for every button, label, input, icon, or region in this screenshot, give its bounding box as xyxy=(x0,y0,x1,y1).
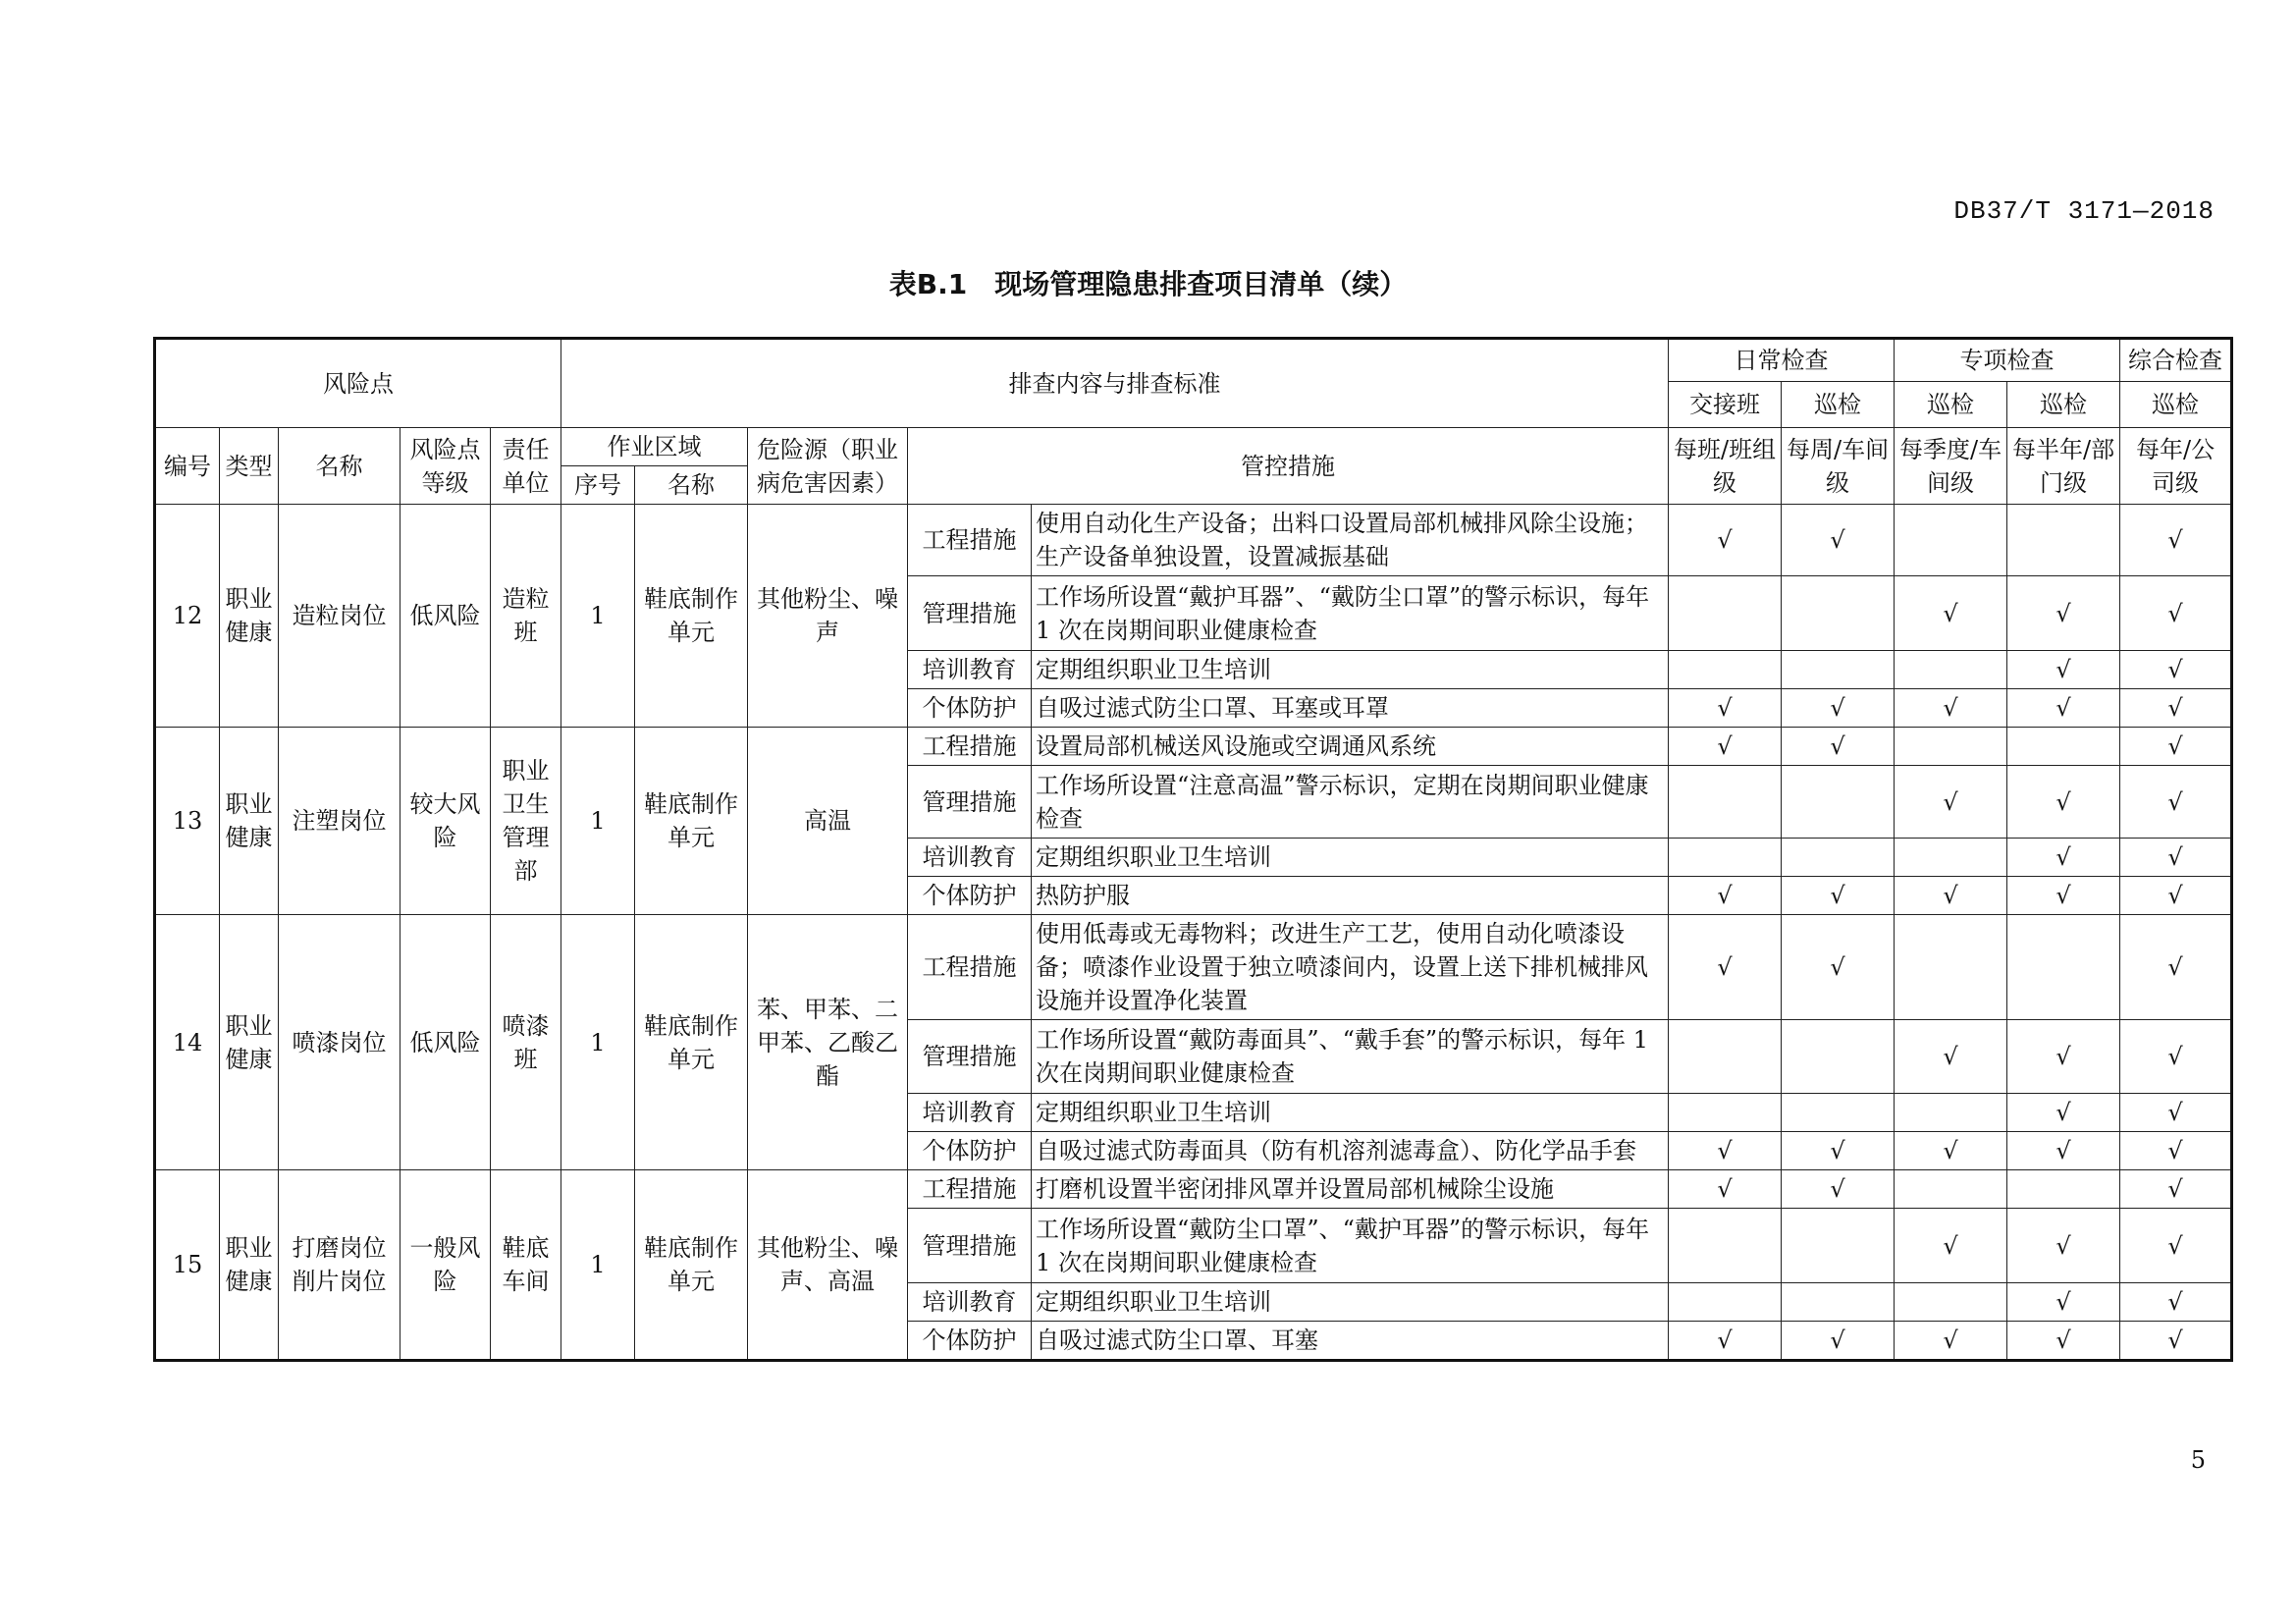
check-mark: √ xyxy=(2007,689,2120,728)
measure-category: 个体防护 xyxy=(908,877,1032,915)
header-name: 名称 xyxy=(279,428,400,505)
measure-text: 工作场所设置“戴护耳器”、“戴防尘口罩”的警示标识，每年 1 次在岗期间职业健康检查 xyxy=(1032,576,1669,651)
row-name: 打磨岗位削片岗位 xyxy=(279,1170,400,1361)
row-type: 职业健康 xyxy=(220,1170,279,1361)
measure-text: 自吸过滤式防尘口罩、耳塞 xyxy=(1032,1322,1669,1361)
check-mark: √ xyxy=(1669,505,1782,576)
check-mark: √ xyxy=(2120,1094,2232,1132)
check-mark: √ xyxy=(2007,1283,2120,1322)
header-daily: 日常检查 xyxy=(1669,339,1895,382)
check-mark: √ xyxy=(2007,1132,2120,1170)
check-mark: √ xyxy=(1782,1170,1895,1209)
header-handover: 交接班 xyxy=(1669,382,1782,428)
check-mark: √ xyxy=(1782,1132,1895,1170)
table-title: 表B.1 现场管理隐患排查项目清单（续） xyxy=(888,268,1408,300)
check-mark: √ xyxy=(2120,1209,2232,1283)
check-mark: √ xyxy=(2120,1283,2232,1322)
row-name: 喷漆岗位 xyxy=(279,915,400,1170)
header-special: 专项检查 xyxy=(1895,339,2120,382)
measure-text: 定期组织职业卫生培训 xyxy=(1032,839,1669,877)
measure-category: 工程措施 xyxy=(908,728,1032,766)
page-number: 5 xyxy=(2190,1446,2206,1474)
measure-text: 设置局部机械送风设施或空调通风系统 xyxy=(1032,728,1669,766)
row-level: 一般风险 xyxy=(400,1170,491,1361)
measure-category: 培训教育 xyxy=(908,839,1032,877)
check-mark: √ xyxy=(2007,1322,2120,1361)
measure-category: 工程措施 xyxy=(908,915,1032,1020)
header-freq-year: 每年/公司级 xyxy=(2120,428,2232,505)
row-no: 14 xyxy=(155,915,220,1170)
row-hazard: 高温 xyxy=(748,728,908,915)
row-name: 造粒岗位 xyxy=(279,505,400,728)
check-mark: √ xyxy=(1895,1132,2007,1170)
check-mark: √ xyxy=(2120,839,2232,877)
check-mark: √ xyxy=(1782,1322,1895,1361)
check-mark: √ xyxy=(2120,1132,2232,1170)
hazard-checklist-table xyxy=(153,337,2233,1362)
check-mark: √ xyxy=(1782,728,1895,766)
check-mark: √ xyxy=(2007,766,2120,839)
measure-category: 培训教育 xyxy=(908,651,1032,689)
header-freq-shift: 每班/班组级 xyxy=(1669,428,1782,505)
row-hazard: 其他粉尘、噪声、高温 xyxy=(748,1170,908,1361)
measure-category: 管理措施 xyxy=(908,1209,1032,1283)
check-mark: √ xyxy=(1669,1132,1782,1170)
check-mark: √ xyxy=(2120,1020,2232,1094)
header-hazard: 危险源（职业病危害因素） xyxy=(748,428,908,505)
check-mark: √ xyxy=(1782,877,1895,915)
check-mark: √ xyxy=(1669,915,1782,1020)
check-mark: √ xyxy=(2120,1322,2232,1361)
row-area: 鞋底制作单元 xyxy=(635,1170,748,1361)
row-type: 职业健康 xyxy=(220,505,279,728)
measure-text: 定期组织职业卫生培训 xyxy=(1032,651,1669,689)
measure-text: 工作场所设置“戴防尘口罩”、“戴护耳器”的警示标识，每年 1 次在岗期间职业健康检查 xyxy=(1032,1209,1669,1283)
header-unit: 责任单位 xyxy=(491,428,561,505)
header-type: 类型 xyxy=(220,428,279,505)
check-mark: √ xyxy=(1782,915,1895,1020)
check-mark: √ xyxy=(2007,839,2120,877)
row-seq: 1 xyxy=(561,915,635,1170)
row-no: 12 xyxy=(155,505,220,728)
check-mark: √ xyxy=(2007,1209,2120,1283)
measure-text: 自吸过滤式防毒面具（防有机溶剂滤毒盒）、防化学品手套 xyxy=(1032,1132,1669,1170)
measure-category: 培训教育 xyxy=(908,1094,1032,1132)
header-comprehensive: 综合检查 xyxy=(2120,339,2232,382)
check-mark: √ xyxy=(1895,576,2007,651)
header-level: 风险点等级 xyxy=(400,428,491,505)
measure-category: 工程措施 xyxy=(908,505,1032,576)
check-mark: √ xyxy=(2120,877,2232,915)
check-mark: √ xyxy=(2007,877,2120,915)
row-level: 低风险 xyxy=(400,915,491,1170)
measure-category: 个体防护 xyxy=(908,689,1032,728)
check-mark: √ xyxy=(1669,1322,1782,1361)
check-mark: √ xyxy=(2120,766,2232,839)
row-type: 职业健康 xyxy=(220,728,279,915)
row-no: 13 xyxy=(155,728,220,915)
check-mark: √ xyxy=(1895,877,2007,915)
check-mark: √ xyxy=(1895,1020,2007,1094)
header-freq-quarter: 每季度/车间级 xyxy=(1895,428,2007,505)
header-risk-point: 风险点 xyxy=(155,339,561,428)
measure-text: 定期组织职业卫生培训 xyxy=(1032,1283,1669,1322)
header-patrol: 巡检 xyxy=(1895,382,2007,428)
header-area: 作业区域 xyxy=(561,428,748,466)
check-mark: √ xyxy=(1782,505,1895,576)
row-area: 鞋底制作单元 xyxy=(635,915,748,1170)
measure-category: 管理措施 xyxy=(908,766,1032,839)
measure-text: 定期组织职业卫生培训 xyxy=(1032,1094,1669,1132)
measure-text: 使用自动化生产设备；出料口设置局部机械排风除尘设施；生产设备单独设置，设置减振基础 xyxy=(1032,505,1669,576)
header-measures: 管控措施 xyxy=(908,428,1669,505)
row-hazard: 苯、甲苯、二甲苯、乙酸乙酯 xyxy=(748,915,908,1170)
measure-category: 个体防护 xyxy=(908,1132,1032,1170)
check-mark: √ xyxy=(1895,1322,2007,1361)
row-unit: 鞋底车间 xyxy=(491,1170,561,1361)
measure-category: 管理措施 xyxy=(908,576,1032,651)
row-level: 低风险 xyxy=(400,505,491,728)
row-area: 鞋底制作单元 xyxy=(635,728,748,915)
check-mark: √ xyxy=(1669,877,1782,915)
check-mark: √ xyxy=(1669,689,1782,728)
row-unit: 造粒班 xyxy=(491,505,561,728)
header-no: 编号 xyxy=(155,428,220,505)
check-mark: √ xyxy=(2007,576,2120,651)
check-mark: √ xyxy=(2120,651,2232,689)
check-mark: √ xyxy=(1895,1209,2007,1283)
check-mark: √ xyxy=(1782,689,1895,728)
check-mark: √ xyxy=(2120,689,2232,728)
row-hazard: 其他粉尘、噪声 xyxy=(748,505,908,728)
header-patrol: 巡检 xyxy=(2120,382,2232,428)
check-mark: √ xyxy=(1895,766,2007,839)
row-seq: 1 xyxy=(561,505,635,728)
row-seq: 1 xyxy=(561,1170,635,1361)
check-mark: √ xyxy=(2120,1170,2232,1209)
measure-text: 自吸过滤式防尘口罩、耳塞或耳罩 xyxy=(1032,689,1669,728)
check-mark: √ xyxy=(2007,1020,2120,1094)
row-seq: 1 xyxy=(561,728,635,915)
header-patrol: 巡检 xyxy=(2007,382,2120,428)
check-mark: √ xyxy=(2007,651,2120,689)
check-mark: √ xyxy=(2007,1094,2120,1132)
row-no: 15 xyxy=(155,1170,220,1361)
measure-category: 个体防护 xyxy=(908,1322,1032,1361)
header-freq-halfyear: 每半年/部门级 xyxy=(2007,428,2120,505)
header-content: 排查内容与排查标准 xyxy=(561,339,1669,428)
header-area-name: 名称 xyxy=(635,466,748,505)
check-mark: √ xyxy=(2120,915,2232,1020)
row-unit: 职业卫生管理部 xyxy=(491,728,561,915)
row-unit: 喷漆班 xyxy=(491,915,561,1170)
check-mark: √ xyxy=(1669,728,1782,766)
row-level: 较大风险 xyxy=(400,728,491,915)
measure-text: 使用低毒或无毒物料；改进生产工艺，使用自动化喷漆设备；喷漆作业设置于独立喷漆间内，设置上送下排机械排风设施并设置净化装置 xyxy=(1032,915,1669,1020)
measure-text: 工作场所设置“戴防毒面具”、“戴手套”的警示标识，每年 1 次在岗期间职业健康检查 xyxy=(1032,1020,1669,1094)
check-mark: √ xyxy=(2120,728,2232,766)
check-mark: √ xyxy=(2120,576,2232,651)
header-freq-week: 每周/车间级 xyxy=(1782,428,1895,505)
check-mark: √ xyxy=(1895,689,2007,728)
measure-category: 管理措施 xyxy=(908,1020,1032,1094)
measure-text: 打磨机设置半密闭排风罩并设置局部机械除尘设施 xyxy=(1032,1170,1669,1209)
header-seq: 序号 xyxy=(561,466,635,505)
check-mark: √ xyxy=(1669,1170,1782,1209)
check-mark: √ xyxy=(2120,505,2232,576)
measure-text: 工作场所设置“注意高温”警示标识，定期在岗期间职业健康检查 xyxy=(1032,766,1669,839)
standard-code: DB37/T 3171—2018 xyxy=(1953,196,2215,226)
measure-text: 热防护服 xyxy=(1032,877,1669,915)
measure-category: 培训教育 xyxy=(908,1283,1032,1322)
row-type: 职业健康 xyxy=(220,915,279,1170)
row-name: 注塑岗位 xyxy=(279,728,400,915)
measure-category: 工程措施 xyxy=(908,1170,1032,1209)
header-patrol: 巡检 xyxy=(1782,382,1895,428)
row-area: 鞋底制作单元 xyxy=(635,505,748,728)
